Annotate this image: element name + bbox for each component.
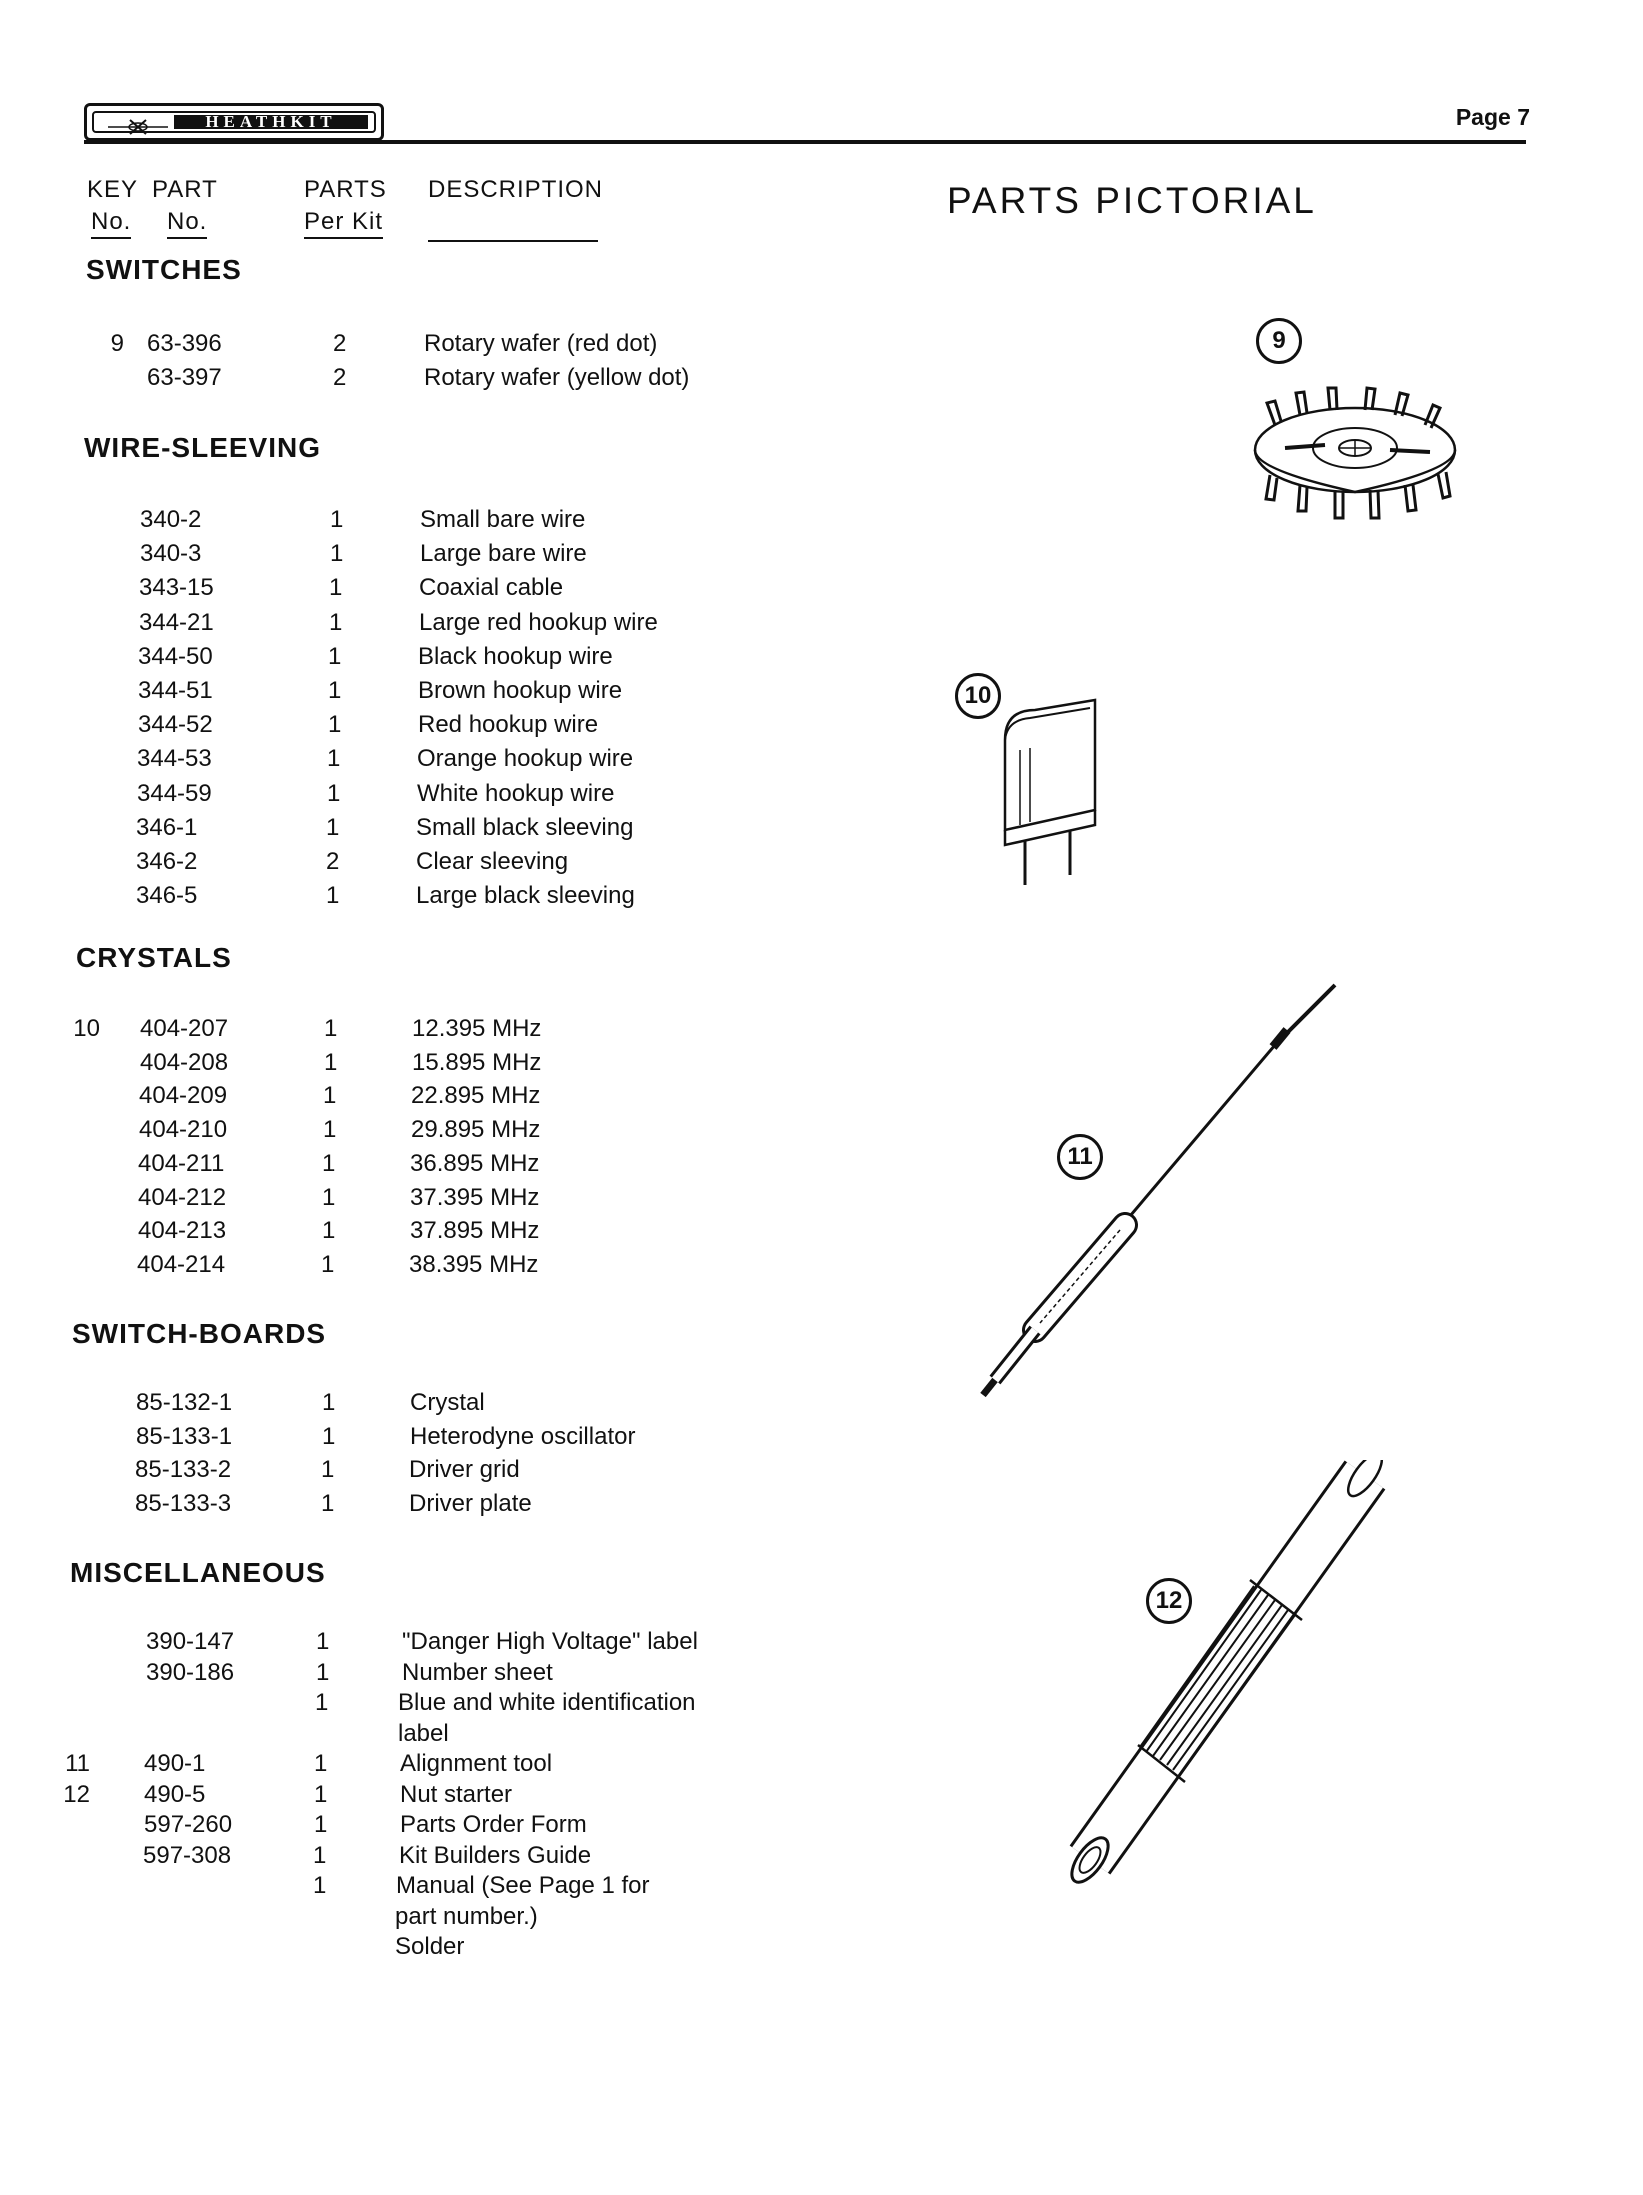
parts-pictorial-title: PARTS PICTORIAL [947,180,1317,221]
section-miscellaneous: MISCELLANEOUS [70,1557,326,1588]
qty: 1 [321,1456,335,1483]
description: Red hookup wire [418,711,599,738]
qty: 1 [328,711,342,738]
description: Alignment tool [400,1750,553,1777]
qty: 1 [329,609,343,636]
part-no: 404-209 [139,1082,228,1109]
description: Driver plate [409,1490,532,1517]
qty: 1 [316,1659,330,1686]
qty: 1 [322,1217,336,1244]
col-part: PART [152,176,218,203]
part-no: 597-308 [143,1842,232,1869]
col-key: KEY [87,176,139,203]
qty: 1 [322,1389,336,1416]
qty: 1 [330,506,344,533]
qty: 1 [321,1251,335,1278]
description: Brown hookup wire [418,677,623,704]
callout-10: 10 [955,673,1001,719]
description: White hookup wire [417,780,615,807]
qty: 1 [313,1842,327,1869]
col-per-kit: Per Kit [304,207,383,239]
qty: 2 [333,364,347,391]
section-crystals: CRYSTALS [76,942,232,973]
part-no: 344-53 [137,745,212,772]
part-no: 344-59 [137,780,212,807]
part-no: 490-1 [144,1750,206,1777]
part-no: 390-186 [146,1659,235,1686]
qty: 1 [326,814,340,841]
qty: 1 [323,1116,337,1143]
qty: 2 [333,330,347,357]
qty: 1 [326,882,340,909]
description: 29.895 MHz [411,1116,541,1143]
description: 38.395 MHz [409,1251,539,1278]
section-switch-boards: SWITCH-BOARDS [72,1318,327,1349]
nut-starter-icon [1020,1460,1400,1900]
part-no: 85-133-2 [135,1456,232,1483]
part-no: 344-52 [138,711,213,738]
col-key-no: No. [91,207,131,239]
description: Driver grid [409,1456,520,1483]
part-no: 490-5 [144,1781,206,1808]
key-no: 9 [110,330,124,357]
description: Large red hookup wire [419,609,658,636]
qty: 1 [316,1628,330,1655]
qty: 1 [322,1423,336,1450]
heathkit-logo [84,103,384,141]
part-no: 404-212 [138,1184,227,1211]
rotary-wafer-icon [1240,370,1470,550]
section-switches: SWITCHES [86,254,242,285]
col-parts: PARTS [304,176,387,203]
part-no: 404-213 [138,1217,227,1244]
description: Crystal [410,1389,485,1416]
key-no: 10 [73,1015,100,1042]
alignment-tool-icon [975,975,1355,1415]
description: label [398,1720,449,1747]
part-no: 63-396 [147,330,222,357]
part-no: 404-214 [137,1251,226,1278]
part-no: 404-210 [139,1116,228,1143]
description: 37.395 MHz [410,1184,540,1211]
part-no: 346-5 [136,882,198,909]
qty: 1 [314,1781,328,1808]
description: Number sheet [402,1659,553,1686]
qty: 1 [323,1082,337,1109]
part-no: 344-51 [138,677,213,704]
header-rule [84,140,1526,144]
description-underline [428,240,598,242]
description: Black hookup wire [418,643,613,670]
section-wire-sleeving: WIRE-SLEEVING [84,432,322,463]
part-no: 85-132-1 [136,1389,233,1416]
part-no: 390-147 [146,1628,235,1655]
part-no: 85-133-3 [135,1490,232,1517]
description: part number.) [395,1903,538,1930]
col-part-no: No. [167,207,207,239]
description: Parts Order Form [400,1811,587,1838]
qty: 1 [328,677,342,704]
description: 15.895 MHz [412,1049,542,1076]
part-no: 63-397 [147,364,222,391]
description: Small bare wire [420,506,586,533]
qty: 1 [327,780,341,807]
qty: 1 [314,1811,328,1838]
description: Clear sleeving [416,848,569,875]
description: "Danger High Voltage" label [402,1628,698,1655]
part-no: 346-1 [136,814,198,841]
qty: 1 [315,1689,329,1716]
callout-12: 12 [1146,1578,1192,1624]
qty: 1 [321,1490,335,1517]
part-no: 344-21 [139,609,214,636]
description: Kit Builders Guide [399,1842,592,1869]
key-no: 11 [65,1750,90,1777]
qty: 1 [324,1049,338,1076]
description: Small black sleeving [416,814,634,841]
description: Heterodyne oscillator [410,1423,636,1450]
description: 36.895 MHz [410,1150,540,1177]
description: Solder [395,1933,465,1960]
logo-text: HEATHKIT [174,115,368,129]
description: 12.395 MHz [412,1015,542,1042]
qty: 1 [324,1015,338,1042]
description: Blue and white identification [398,1689,696,1716]
description: 37.895 MHz [410,1217,540,1244]
qty: 1 [322,1184,336,1211]
callout-9: 9 [1256,318,1302,364]
description: Rotary wafer (red dot) [424,330,658,357]
part-no: 344-50 [138,643,213,670]
part-no: 85-133-1 [136,1423,233,1450]
qty: 1 [327,745,341,772]
qty: 1 [322,1150,336,1177]
description: Large black sleeving [416,882,635,909]
crystal-icon [985,680,1105,890]
page-number: Page 7 [1455,104,1530,130]
description: Orange hookup wire [417,745,634,772]
qty: 1 [328,643,342,670]
part-no: 340-2 [140,506,202,533]
logo-mark-icon [106,117,170,137]
callout-11: 11 [1057,1134,1103,1180]
part-no: 346-2 [136,848,198,875]
part-no: 597-260 [144,1811,233,1838]
part-no: 343-15 [139,574,214,601]
qty: 1 [314,1750,328,1777]
qty: 1 [330,540,344,567]
description: Rotary wafer (yellow dot) [424,364,690,391]
qty: 1 [313,1872,327,1899]
part-no: 340-3 [140,540,202,567]
qty: 1 [329,574,343,601]
description: Large bare wire [420,540,587,567]
part-no: 404-211 [138,1150,225,1177]
part-no: 404-207 [140,1015,229,1042]
description: Nut starter [400,1781,513,1808]
col-description: DESCRIPTION [428,176,604,203]
part-no: 404-208 [140,1049,229,1076]
key-no: 12 [63,1781,90,1808]
description: 22.895 MHz [411,1082,541,1109]
description: Coaxial cable [419,574,564,601]
description: Manual (See Page 1 for [396,1872,650,1899]
qty: 2 [326,848,340,875]
